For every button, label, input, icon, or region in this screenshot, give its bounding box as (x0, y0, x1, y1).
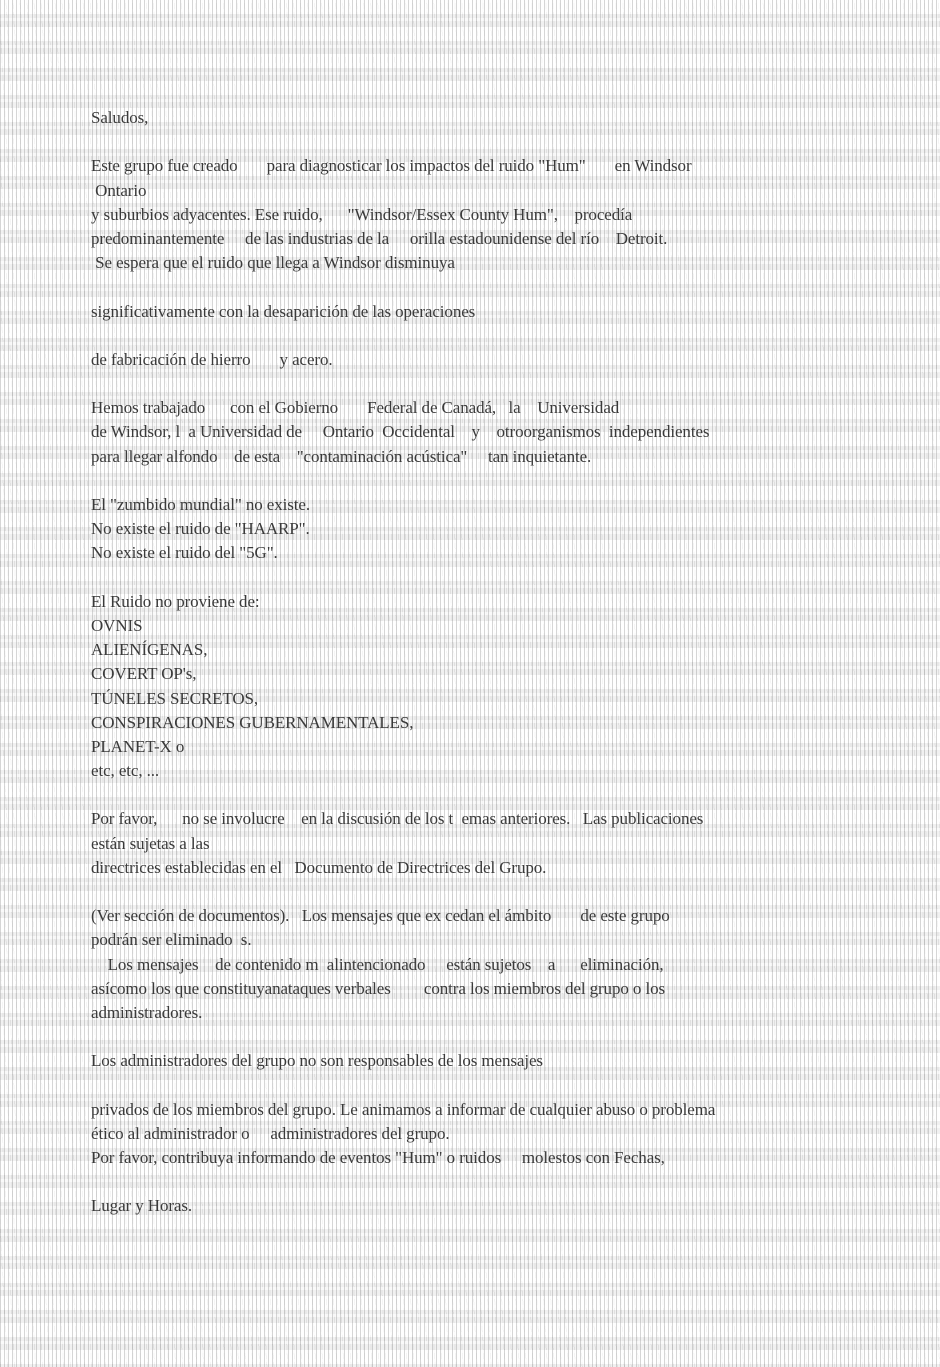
paragraph-line: Ontario (91, 180, 147, 200)
paragraph-line: de Windsor, l a Universidad de Ontario Occidental y otroorganismos independientes (91, 422, 710, 442)
paragraph-line: podrán ser eliminado s. (91, 930, 252, 950)
list-item: PLANET-X o (91, 736, 185, 756)
paragraph-line: Los mensajes de contenido m alintencionado están sujetos a eliminación, (91, 954, 664, 974)
paragraph-line: privados de los miembros del grupo. Le animamos a informar de cualquier abuso o problema (91, 1099, 716, 1119)
greeting: Saludos, (91, 108, 149, 127)
document-body (91, 106, 851, 1219)
paragraph-line: están sujetas a las (91, 833, 210, 853)
paragraph-line: Se espera que el ruido que llega a Windsor disminuya (91, 253, 455, 273)
list-item: etc, etc, ... (91, 761, 160, 781)
paragraph-line: para llegar alfondo de esta "contaminación acústica" tan inquietante. (91, 446, 592, 466)
blank-line (91, 1170, 851, 1194)
list-item: OVNIS (91, 615, 143, 635)
blank-line (91, 783, 851, 807)
paragraph-line: (Ver sección de documentos). Los mensajes que ex cedan el ámbito de este grupo (91, 906, 670, 926)
blank-line (91, 1074, 851, 1098)
blank-line (91, 566, 851, 590)
paragraph-line: ético al administrador o administradores del grupo. (91, 1123, 450, 1143)
paragraph-line: asícomo los que constituyanataques verbales contra los miembros del grupo o los (91, 978, 665, 998)
blank-line (91, 275, 851, 299)
paragraph-line: Los administradores del grupo no son responsables de los mensajes (91, 1051, 543, 1071)
paragraph-line: directrices establecidas en el Documento de Directrices del Grupo. (91, 857, 547, 877)
blank-line (91, 372, 851, 396)
paragraph-line: y suburbios adyacentes. Ese ruido, "Windsor/Essex County Hum", procedía (91, 204, 633, 224)
list-item: ALIENÍGENAS, (91, 640, 208, 660)
paragraph-line: predominantemente de las industrias de la orilla estadounidense del río Detroit. (91, 228, 668, 248)
closing-line: Lugar y Horas. (91, 1196, 193, 1216)
paragraph-line: de fabricación de hierro y acero. (91, 349, 333, 369)
list-heading: El Ruido no proviene de: (91, 591, 260, 611)
paragraph-line: El "zumbido mundial" no existe. (91, 495, 310, 514)
paragraph-line: Este grupo fue creado para diagnosticar los impactos del ruido "Hum" en Windsor (91, 156, 692, 176)
paragraph-line: Por favor, no se involucre en la discusión de los t emas anteriores. Las publicaciones (91, 809, 704, 829)
paragraph-line: administradores. (91, 1002, 203, 1022)
blank-line (91, 324, 851, 348)
paragraph-line: Hemos trabajado con el Gobierno Federal de Canadá, la Universidad (91, 398, 620, 418)
list-item: COVERT OP's, (91, 664, 197, 684)
blank-line (91, 130, 851, 154)
list-item: CONSPIRACIONES GUBERNAMENTALES, (91, 712, 414, 732)
blank-line (91, 1025, 851, 1049)
paragraph-line: No existe el ruido de "HAARP". (91, 519, 310, 539)
blank-line (91, 880, 851, 904)
paragraph-line: No existe el ruido del "5G". (91, 543, 278, 563)
paragraph-line: significativamente con la desaparición de las operaciones (91, 301, 476, 321)
list-item: TÚNELES SECRETOS, (91, 688, 259, 708)
blank-line (91, 469, 851, 493)
paragraph-line: Por favor, contribuya informando de eventos "Hum" o ruidos molestos con Fechas, (91, 1148, 665, 1168)
